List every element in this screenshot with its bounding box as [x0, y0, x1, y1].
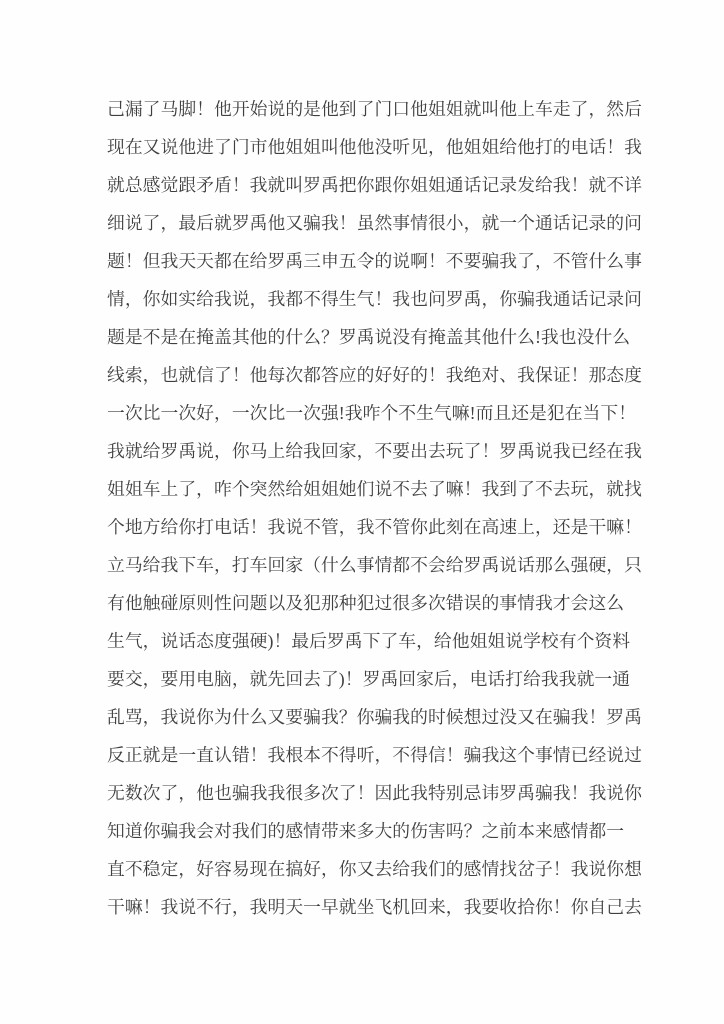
- text-line: 题是不是在掩盖其他的什么？罗禹说没有掩盖其他什么!我也没什么: [107, 327, 631, 347]
- text-line: 反正就是一直认错！我根本不得听，不得信！骗我这个事情已经说过: [107, 745, 642, 765]
- text-line: 知道你骗我会对我们的感情带来多大的伤害吗？之前本来感情都一: [107, 821, 625, 841]
- text-line: 就总感觉跟矛盾！我就叫罗禹把你跟你姐姐通话记录发给我！就不详: [107, 175, 642, 195]
- document-text-block: [107, 90, 647, 926]
- text-line: 立马给我下车，打车回家（什么事情都不会给罗禹说话那么强硬，只: [107, 555, 642, 575]
- text-line: 乱骂，我说你为什么又要骗我？你骗我的时候想过没又在骗我！罗禹: [107, 707, 642, 727]
- text-line: 己漏了马脚！他开始说的是他到了门口他姐姐就叫他上车走了，然后: [107, 99, 642, 119]
- text-line: 题！但我天天都在给罗禹三申五令的说啊！不要骗我了，不管什么事: [107, 251, 642, 271]
- text-line: 一次比一次好，一次比一次强!我咋个不生气嘛!而且还是犯在当下！: [107, 403, 637, 423]
- text-line: 要交，要用电脑，就先回去了)！罗禹回家后，电话打给我我就一通: [107, 669, 631, 689]
- text-line: 干嘛！我说不行，我明天一早就坐飞机回来，我要收拾你！你自己去: [107, 897, 642, 917]
- text-line: 个地方给你打电话！我说不管，我不管你此刻在高速上，还是干嘛！: [107, 517, 642, 537]
- text-line: 细说了，最后就罗禹他又骗我！虽然事情很小，就一个通话记录的问: [107, 213, 642, 233]
- text-line: 现在又说他进了门市他姐姐叫他他没听见，他姐姐给他打的电话！我: [107, 137, 642, 157]
- text-line: 姐姐车上了，咋个突然给姐姐她们说不去了嘛！我到了不去玩，就找: [107, 479, 642, 499]
- text-line: 情，你如实给我说，我都不得生气！我也问罗禹，你骗我通话记录问: [107, 289, 642, 309]
- text-line: 我就给罗禹说，你马上给我回家，不要出去玩了！罗禹说我已经在我: [107, 441, 642, 461]
- text-line: 线索，也就信了！他每次都答应的好好的！我绝对、我保证！那态度: [107, 365, 642, 385]
- text-line: 生气，说话态度强硬)！最后罗禹下了车，给他姐姐说学校有个资料: [107, 631, 631, 651]
- text-line: 直不稳定，好容易现在搞好，你又去给我们的感情找岔子！我说你想: [107, 859, 642, 879]
- text-line: 无数次了，他也骗我我很多次了！因此我特别忌讳罗禹骗我！我说你: [107, 783, 642, 803]
- text-line: 有他触碰原则性问题以及犯那种犯过很多次错误的事情我才会这么: [107, 593, 625, 613]
